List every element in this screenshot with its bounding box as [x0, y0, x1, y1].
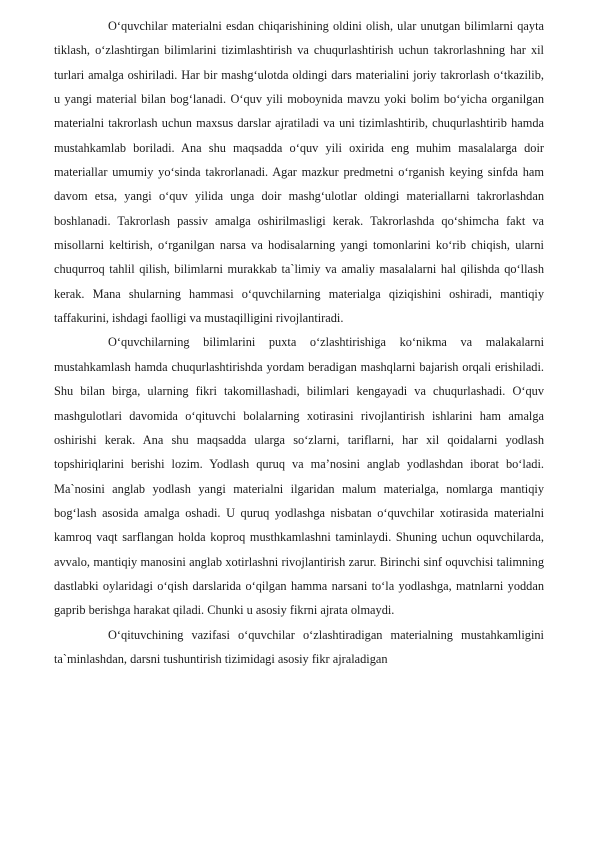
document-page — [54, 14, 544, 671]
paragraph-repetition: O‘quvchilar materialni esdan chiqarishining oldini olish, ular unutgan bilimlarni qayta tiklash, o‘zlashtirgan bilimlarini tizimlashtirish va chuqurlashtirish uchun takrorlashning har xil turlari amalga oshiriladi. Har bir mashg‘ulotda oldingi dars materialini joriy takrorlash o‘tkazilib, u yangi material bilan bog‘lanadi. O‘quv yili moboynida mavzu yoki bolim bo‘yicha organilgan materialni takrorlash uchun maxsus darslar ajratiladi va uni tizimlashtirib, chuqurlashtirib hamda mustahkamlab boriladi. Ana shu maqsadda o‘quv yili oxirida eng muhim masalalarga doir materiallar umumiy yo‘sinda takrorlanadi. Agar mazkur predmetni o‘rganish keying sinfda ham davom etsa, yangi o‘quv yilida unga doir mashg‘ulotlar oldingi materiallarni takrorlashdan boshlanadi. Takrorlash passiv amalga oshirilmasligi kerak. Takrorlashda qo‘shimcha fakt va misollarni keltirish, o‘rganilgan narsa va hodisalarning yangi tomonlarini ko‘rib chiqish, ularni chuqurroq tahlil qilish, bilimlarni murakkab ta`limiy va amaliy masalalarni hal qilishda qo‘llash kerak. Mana shularning hammasi o‘quvchilarning materialga qiziqishini oshiradi, mantiqiy taffakurini, ishdagi faolligi va mustaqilligini rivojlantiradi. — [54, 19, 544, 326]
paragraph-memorization: O‘quvchilarning bilimlarini puxta o‘zlashtirishiga ko‘nikma va malakalarni mustahkamlash hamda chuqurlashtirishda yordam beradigan mashqlarni bajarish orqali erishiladi. Shu bilan birga, ularning fikri takomillashadi, bilimlari kengayadi va chuqurlashadi. O‘quv mashgulotlari davomida o‘qituvchi bolalarning xotirasini rivojlantirish ishlarini ham amalga oshirishi kerak. Ana shu maqsadda ularga so‘zlarni, tariflarni, har xil qoidalarni yodlash topshiriqlarini berishi lozim. Yodlash quruq va ma’nosini anglab yodlashdan iborat bo‘ladi. Ma`nosini anglab yodlash yangi materialni ilgaridan malum materialga, nomlarga mantiqiy bog‘lash asosida amalga oshadi. U quruq yodlashga nisbatan o‘quvchilar xotirasida materialni kamroq vaqt sarflangan holda koproq musthkamlashni taminlaydi. Shuning uchun oquvchilarda, avvalo, mantiqiy manosini anglab xotirlashni rivojlantirish zarur. Birinchi sinf oquvchisi talimning dastlabki oylaridagi o‘qish darslarida o‘qilgan hamma narsani to‘la yodlashga, matnlarni yoddan gaprib berishga harakat qiladi. Chunki u asosiy fikrni ajrata olmaydi. — [54, 335, 544, 618]
paragraph-teacher-task: O‘qituvchining vazifasi o‘quvchilar o‘zlashtiradigan materialning mustahkamligini ta`minlashdan, darsni tushuntirish tizimidagi asosiy fikr ajraladigan — [54, 627, 544, 666]
